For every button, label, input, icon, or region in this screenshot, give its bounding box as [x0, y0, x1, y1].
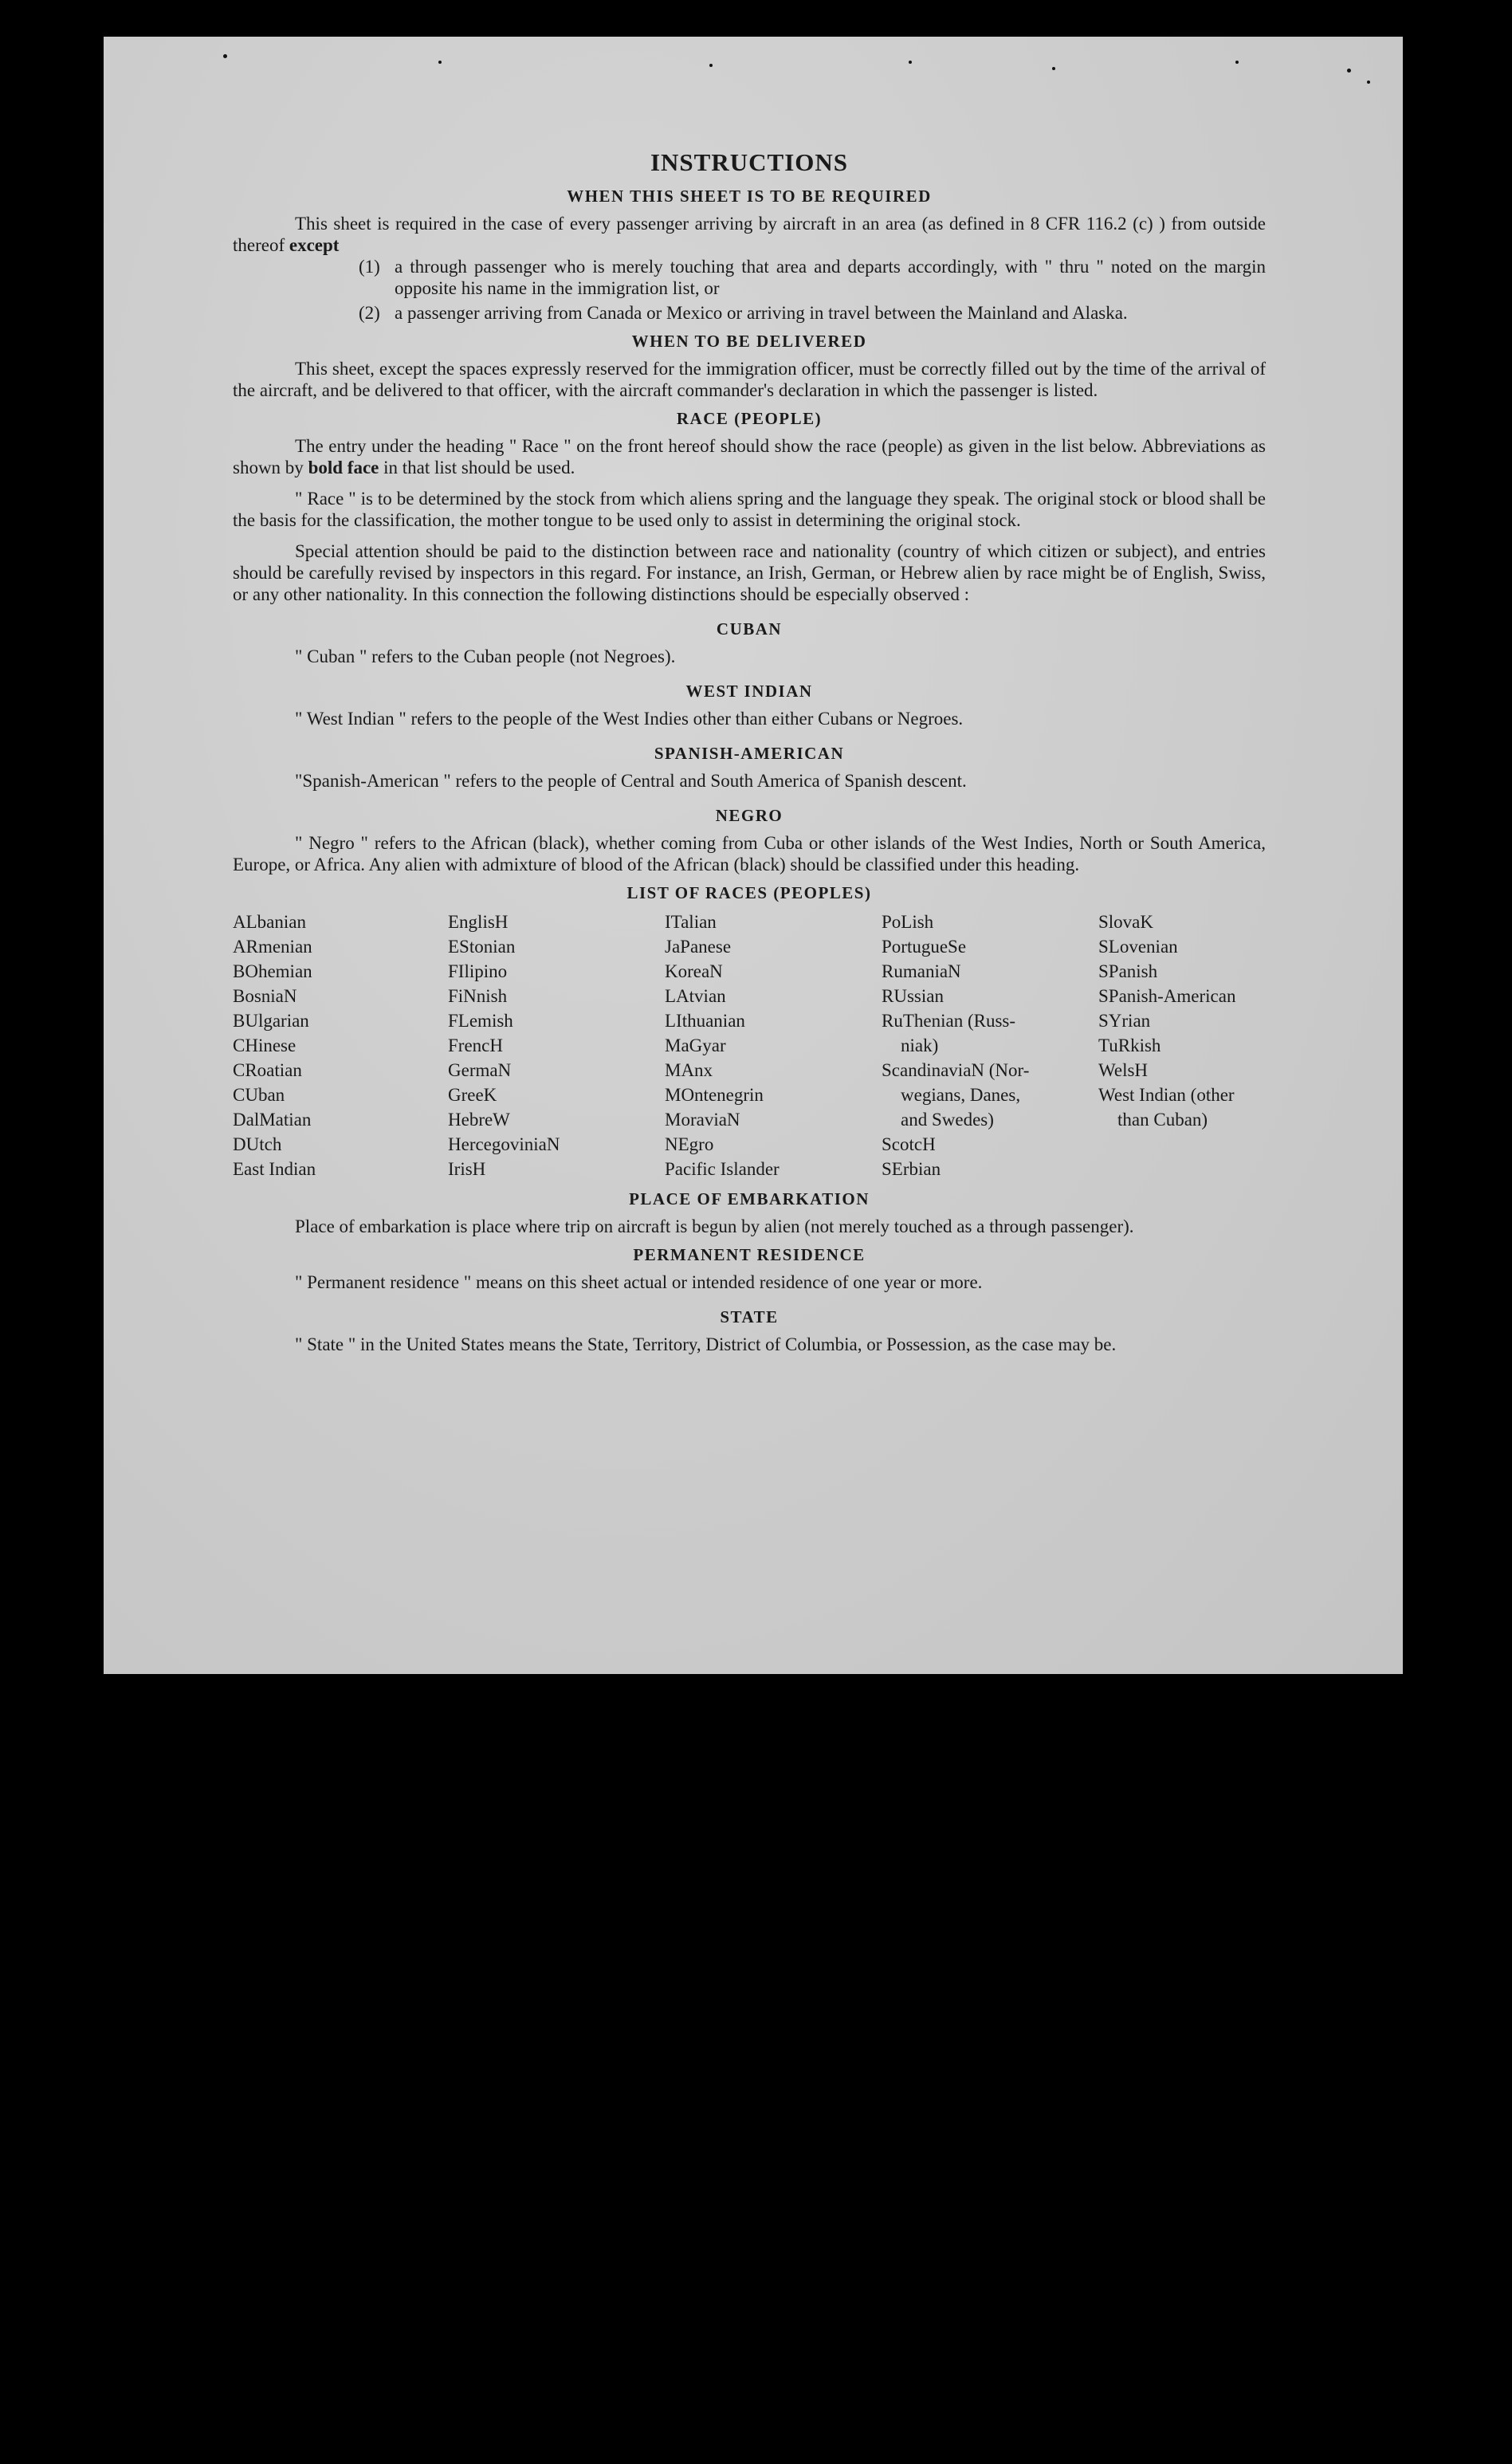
race-entry: DUtch: [233, 1134, 282, 1154]
race-entry: SPanish-American: [1098, 986, 1236, 1006]
race-entry: East Indian: [233, 1159, 316, 1179]
race-entry: MAnx: [665, 1060, 713, 1080]
race-entry: TuRkish: [1098, 1036, 1161, 1055]
race-entry: FIlipino: [448, 961, 508, 981]
race-entry: IrisH: [448, 1159, 486, 1179]
instructions-content: [233, 148, 1266, 1355]
race-entry: MOntenegrin: [665, 1085, 764, 1105]
race-entry: LIthuanian: [665, 1011, 745, 1031]
section-heading-spanish-american: SPANISH-AMERICAN: [654, 744, 845, 763]
race-entry: SPanish: [1098, 961, 1158, 981]
race-entry: SlovaK: [1098, 912, 1153, 932]
race-entry: FiNnish: [448, 986, 508, 1006]
race-entry: KoreaN: [665, 961, 723, 981]
races-list: [233, 910, 1266, 1181]
race-entry: Pacific Islander: [665, 1159, 780, 1179]
ink-speck: [223, 54, 227, 58]
race-entry: JaPanese: [665, 937, 732, 957]
section-heading-negro: NEGRO: [715, 806, 783, 825]
race-entry-continuation: niak): [901, 1036, 939, 1055]
race-entry: EnglisH: [448, 912, 509, 932]
west-indian-text: " West Indian " refers to the people of the West Indies other than either Cubans or Negroes.: [295, 709, 964, 729]
race-entry: BOhemian: [233, 961, 312, 981]
page-title: INSTRUCTIONS: [650, 148, 848, 176]
ink-speck: [1347, 69, 1351, 73]
race-entry: LAtvian: [665, 986, 726, 1006]
section-heading-list-of-races: LIST OF RACES (PEOPLES): [626, 883, 872, 902]
race-entry-continuation: wegians, Danes,: [901, 1085, 1021, 1105]
race-entry: RuThenian (Russ-: [882, 1011, 1016, 1031]
ink-speck: [909, 61, 912, 64]
race-entry: EStonian: [448, 937, 516, 957]
section-heading-residence: PERMANENT RESIDENCE: [633, 1245, 866, 1264]
race-entry: FLemish: [448, 1011, 513, 1031]
race-entry: CUban: [233, 1085, 285, 1105]
cuban-text: " Cuban " refers to the Cuban people (not Negroes).: [295, 646, 676, 666]
races-column: [665, 910, 882, 1181]
section-heading-cuban: CUBAN: [716, 619, 783, 639]
exception-item: (1) a through passenger who is merely touching that area and departs accordingly, with " thru " noted on the margin opposite his name in the immigration list, or: [359, 257, 1266, 298]
race-entry: CRoatian: [233, 1060, 302, 1080]
race-entry: HebreW: [448, 1110, 510, 1130]
section-heading-embarkation: PLACE OF EMBARKATION: [629, 1189, 870, 1208]
when-delivered-text: This sheet, except the spaces expressly reserved for the immigration officer, must be correctly filled out by the time of the arrival of the aircraft, and be delivered to that officer, with the aircraft commander's declaration in which the passenger is listed.: [233, 359, 1266, 400]
race-entry: HercegoviniaN: [448, 1134, 560, 1154]
race-paragraph: The entry under the heading " Race " on the front hereof should show the race (people) as given in the list below. Abbreviations as shown by bold face in that list should be used.: [233, 436, 1266, 477]
races-column: [882, 910, 1098, 1181]
residence-text: " Permanent residence " means on this sheet actual or intended residence of one year or more.: [295, 1272, 983, 1292]
section-heading-state: STATE: [720, 1307, 779, 1326]
ink-speck: [1367, 81, 1370, 84]
race-paragraph: Special attention should be paid to the distinction between race and nationality (country of which citizen or subject), and entries should be carefully revised by inspectors in this regard. For instance, an Irish, German, or Hebrew alien by race might be of English, Swiss, or any other nationality. In this connection the following distinctions should be especially observed :: [233, 541, 1266, 604]
race-entry: WelsH: [1098, 1060, 1149, 1080]
race-entry: ScandinaviaN (Nor-: [882, 1060, 1030, 1080]
race-entry: RUssian: [882, 986, 944, 1006]
race-entry: CHinese: [233, 1036, 297, 1055]
race-entry-continuation: and Swedes): [901, 1110, 994, 1130]
race-entry: BosniaN: [233, 986, 297, 1006]
races-column: [233, 910, 448, 1181]
race-entry: GreeK: [448, 1085, 497, 1105]
race-entry: ARmenian: [233, 937, 312, 957]
race-entry: ITalian: [665, 912, 717, 932]
race-entry: SLovenian: [1098, 937, 1178, 957]
races-column: [448, 910, 665, 1181]
ink-speck: [709, 64, 713, 67]
state-text: " State " in the United States means the State, Territory, District of Columbia, or Possession, as the case may be.: [295, 1334, 1117, 1354]
ink-speck: [1235, 61, 1239, 64]
race-entry: MaGyar: [665, 1036, 726, 1055]
race-entry: SYrian: [1098, 1011, 1151, 1031]
ink-speck: [438, 61, 442, 64]
section-heading-when-required: WHEN THIS SHEET IS TO BE REQUIRED: [567, 187, 932, 206]
race-entry: ScotcH: [882, 1134, 936, 1154]
negro-text: " Negro " refers to the African (black), whether coming from Cuba or other islands of the West Indies, North or South America, Europe, or Africa. Any alien with admixture of blood of the African (black) should be classified under this heading.: [233, 833, 1266, 874]
race-entry: FrencH: [448, 1036, 503, 1055]
when-required-intro: This sheet is required in the case of every passenger arriving by aircraft in an area (as defined in 8 CFR 116.2 (c) ) from outside thereof except: [233, 214, 1266, 255]
race-entry: RumaniaN: [882, 961, 961, 981]
race-entry: SErbian: [882, 1159, 941, 1179]
race-entry: GermaN: [448, 1060, 512, 1080]
section-heading-west-indian: WEST INDIAN: [685, 682, 813, 701]
race-entry: BUlgarian: [233, 1011, 309, 1031]
exception-item: (2) a passenger arriving from Canada or Mexico or arriving in travel between the Mainland and Alaska.: [359, 303, 1128, 323]
ink-speck: [1052, 67, 1055, 70]
race-entry: ALbanian: [233, 912, 306, 932]
race-paragraph: " Race " is to be determined by the stock from which aliens spring and the language they speak. The original stock or blood shall be the basis for the classification, the mother tongue to be used only to assist in determining the original stock.: [233, 489, 1266, 530]
race-entry: MoraviaN: [665, 1110, 740, 1130]
section-heading-when-delivered: WHEN TO BE DELIVERED: [631, 332, 867, 351]
race-entry: PoLish: [882, 912, 934, 932]
race-entry: PortugueSe: [882, 937, 967, 957]
race-entry: NEgro: [665, 1134, 714, 1154]
races-column: [1098, 910, 1266, 1181]
race-entry: DalMatian: [233, 1110, 312, 1130]
spanish-american-text: "Spanish-American " refers to the people of Central and South America of Spanish descent.: [295, 771, 967, 791]
section-heading-race: RACE (PEOPLE): [676, 409, 823, 428]
document-sheet: [104, 37, 1403, 1674]
embarkation-text: Place of embarkation is place where trip on aircraft is begun by alien (not merely touched as a through passenger).: [295, 1216, 1134, 1236]
race-entry-continuation: than Cuban): [1117, 1110, 1208, 1130]
race-entry: West Indian (other: [1098, 1085, 1235, 1105]
